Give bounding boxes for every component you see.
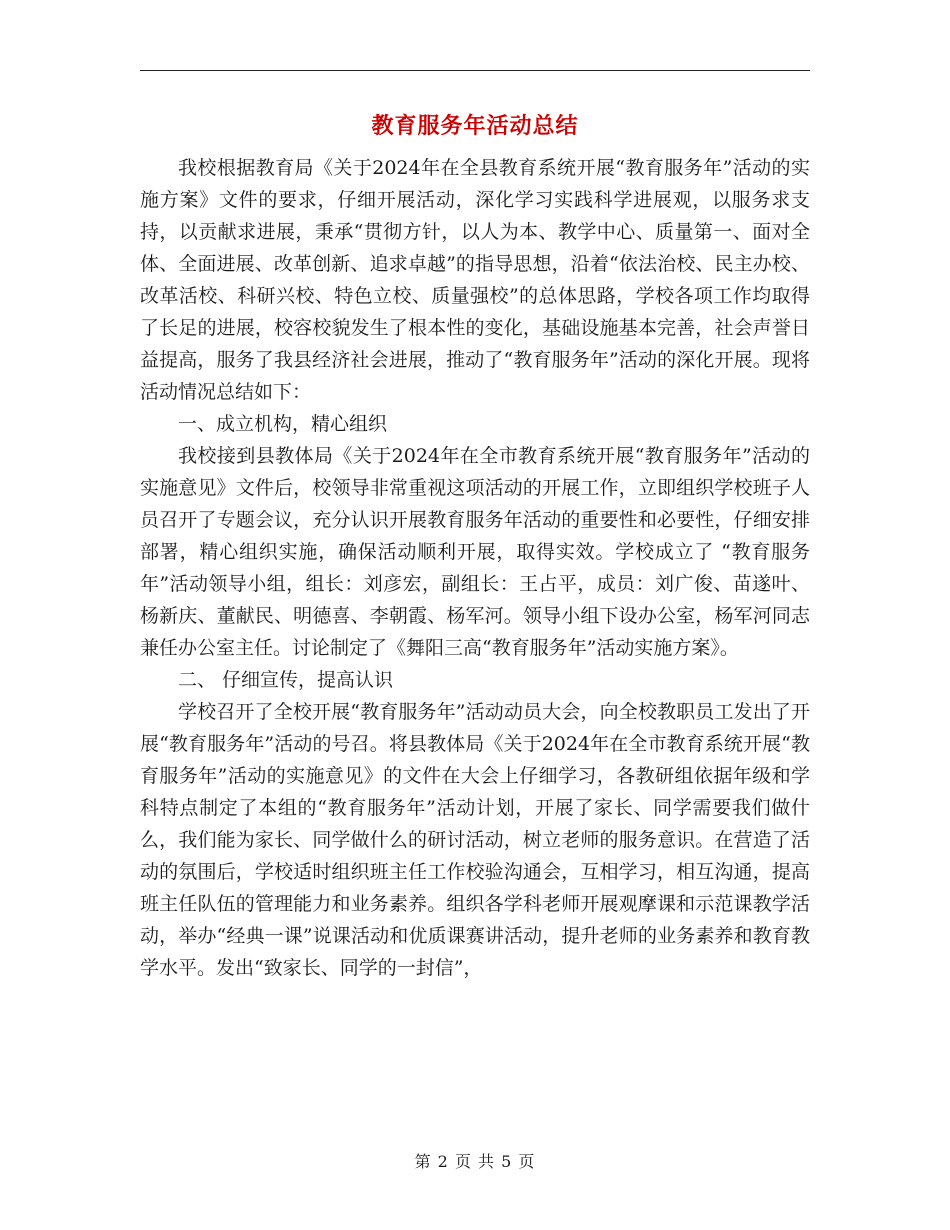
document-title: 教育服务年活动总结 [371, 113, 579, 139]
section-heading-2: 二、 仔细宣传，提高认识 [178, 669, 394, 691]
document-body [140, 152, 810, 984]
section-heading-1: 一、成立机构，精心组织 [178, 413, 388, 435]
header-rule [140, 70, 810, 71]
paragraph-intro: 我校根据教育局《关于2024年在全县教育系统开展“教育服务年”活动的实施方案》文件的要求，仔细开展活动，深化学习实践科学进展观，以服务求支持，以贡献求进展，秉承“贯彻方针，以人为本、教学中心、质量第一、面对全体、全面进展、改革创新、追求卓越”的指导思想，沿着“依法治校、民主办校、改革活校、科研兴校、特色立校、质量强校”的总体思路，学校各项工作均取得了长足的进展，校容校貌发生了根本性的变化，基础设施基本完善，社会声誉日益提高，服务了我县经济社会进展，推动了“教育服务年”活动的深化开展。现将活动情况总结如下： [140, 157, 810, 403]
paragraph-section-2: 学校召开了全校开展“教育服务年”活动动员大会，向全校教职员工发出了开展“教育服务年”活动的号召。将县教体局《关于2024年在全市教育系统开展“教育服务年”活动的实施意见》的文件在大会上仔细学习，各教研组依据年级和学科特点制定了本组的“教育服务年”活动计划，开展了家长、同学需要我们做什么，我们能为家长、同学做什么的研讨活动，树立老师的服务意识。在营造了活动的氛围后，学校适时组织班主任工作校验沟通会，互相学习，相互沟通，提高班主任队伍的管理能力和业务素养。组织各学科老师开展观摩课和示范课教学活动，举办“经典一课”说课活动和优质课赛讲活动，提升老师的业务素养和教育教学水平。发出“致家长、同学的一封信”， [140, 701, 810, 979]
paragraph-section-1: 我校接到县教体局《关于2024年在全市教育系统开展“教育服务年”活动的实施意见》文件后，校领导非常重视这项活动的开展工作，立即组织学校班子人员召开了专题会议，充分认识开展教育服务年活动的重要性和必要性，仔细安排部署，精心组织实施，确保活动顺利开展，取得实效。学校成立了 “教育服务年”活动领导小组，组长：刘彦宏，副组长：王占平，成员：刘广俊、苗遂叶、杨新庆、董献民、明德喜、李朝霞、杨军河。领导小组下设办公室，杨军河同志兼任办公室主任。讨论制定了《舞阳三高“教育服务年”活动实施方案》。 [140, 445, 810, 659]
page-number: 第 2 页 共 5 页 [414, 1152, 536, 1171]
